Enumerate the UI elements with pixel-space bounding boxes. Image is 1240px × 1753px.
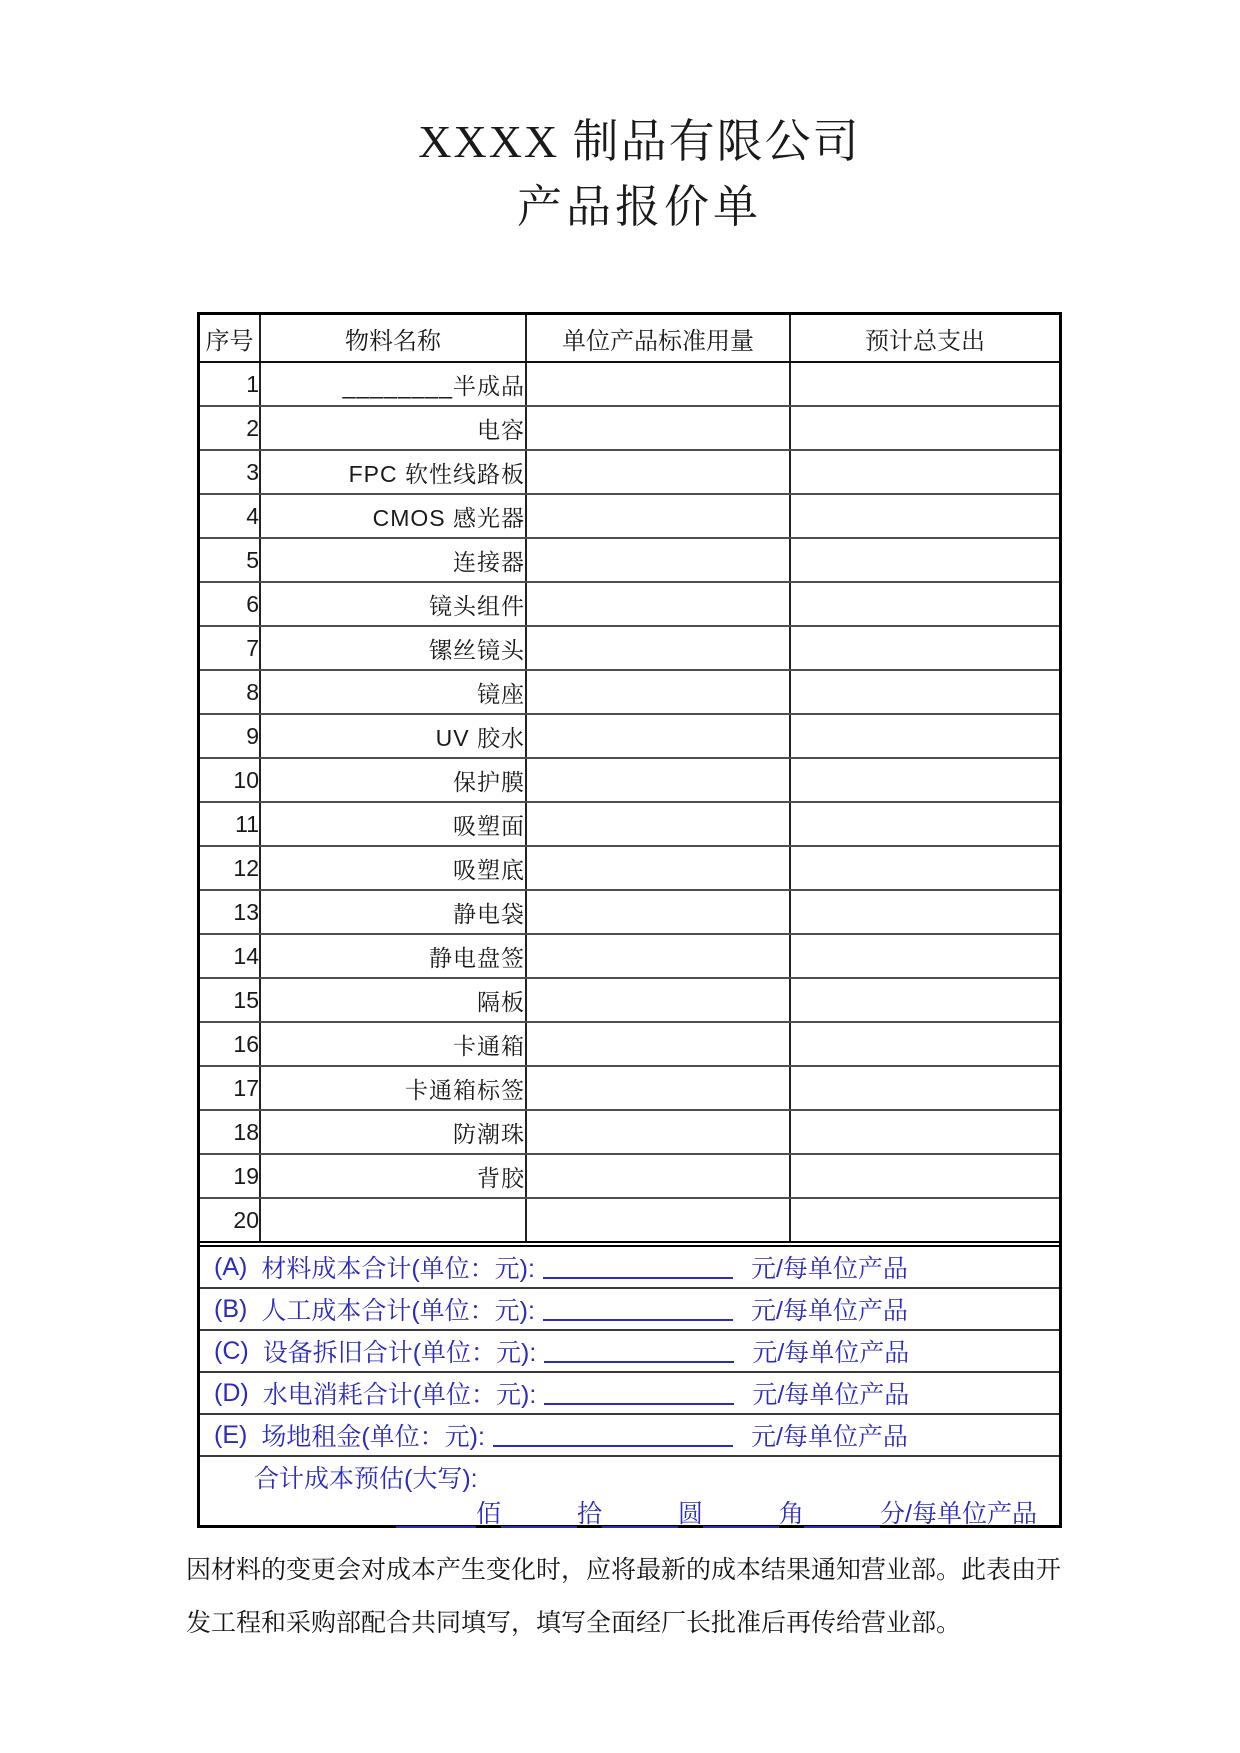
unit-yuan: 圆 [678,1500,704,1528]
material-name: 吸塑面 [260,802,526,846]
expense-cell [790,1198,1059,1241]
footer-note-line2: 发工程和采购部配合共同填写，填写全面经厂长批准后再传给营业部。 [186,1609,962,1637]
amount-in-words-line [200,1500,1059,1528]
material-name: FPC 软性线路板 [260,450,526,494]
column-header-expense: 预计总支出 [790,315,1059,362]
expense-cell [790,1066,1059,1110]
row-no: 3 [200,450,260,494]
summary-row-suffix: 元/每单位产品 [750,1423,908,1451]
expense-cell [790,934,1059,978]
material-name: 镜头组件 [260,582,526,626]
fill-in-blank [804,1502,880,1528]
usage-cell [526,494,790,538]
summary-row-label: 场地租金(单位：元): [261,1423,485,1451]
row-no: 2 [200,406,260,450]
table-row [200,582,1059,626]
table-row [200,1110,1059,1154]
usage-cell [526,670,790,714]
table-row [200,846,1059,890]
usage-cell [526,626,790,670]
table-row [200,1022,1059,1066]
total-cost-label: 合计成本预估(大写): [254,1465,478,1493]
expense-cell [790,362,1059,406]
expense-cell [790,890,1059,934]
materials-table [200,315,1059,1241]
row-no: 16 [200,1022,260,1066]
company-title: XXXX 制品有限公司 [418,116,861,167]
fill-in-blank [501,1502,577,1528]
expense-cell [790,846,1059,890]
material-name: 静电袋 [260,890,526,934]
fill-in-blank [544,1381,734,1405]
table-row [200,758,1059,802]
usage-cell [526,890,790,934]
usage-cell [526,538,790,582]
usage-cell [526,978,790,1022]
usage-cell [526,714,790,758]
expense-cell [790,538,1059,582]
expense-cell [790,1022,1059,1066]
summary-row-id: (A) [214,1252,248,1281]
row-no: 19 [200,1154,260,1198]
expense-cell [790,714,1059,758]
expense-cell [790,802,1059,846]
row-no: 9 [200,714,260,758]
summary-row-depreciation [200,1331,1059,1373]
fill-in-blank [543,1297,733,1321]
table-row [200,890,1059,934]
table-row [200,670,1059,714]
summary-row-utilities [200,1373,1059,1415]
unit-tens: 拾 [577,1500,603,1528]
row-no: 7 [200,626,260,670]
expense-cell [790,670,1059,714]
row-no: 12 [200,846,260,890]
summary-row-id: (B) [214,1294,248,1323]
expense-cell [790,406,1059,450]
row-no: 10 [200,758,260,802]
unit-hundreds: 佰 [475,1500,501,1528]
fill-in-blank [703,1502,779,1528]
usage-cell [526,934,790,978]
material-name: 连接器 [260,538,526,582]
summary-row-suffix: 元/每单位产品 [750,1297,908,1325]
material-name: 保护膜 [260,758,526,802]
summary-row-id: (D) [214,1378,249,1407]
summary-row-label: 水电消耗合计(单位：元): [262,1381,537,1409]
footer-note [186,1544,1072,1650]
row-no: 14 [200,934,260,978]
usage-cell [526,1154,790,1198]
form-title: 产品报价单 [516,181,762,232]
summary-row-id: (C) [214,1336,249,1365]
summary-row-suffix: 元/每单位产品 [752,1339,910,1367]
table-row [200,802,1059,846]
column-header-usage: 单位产品标准用量 [526,315,790,362]
summary-row-suffix: 元/每单位产品 [750,1255,908,1283]
summary-row-id: (E) [214,1420,248,1449]
usage-cell [526,802,790,846]
summary-row-material-cost [200,1247,1059,1289]
table-row [200,406,1059,450]
material-name: ________半成品 [260,362,526,406]
row-no: 18 [200,1110,260,1154]
material-name: 卡通箱标签 [260,1066,526,1110]
material-name: 卡通箱 [260,1022,526,1066]
material-name: 镜座 [260,670,526,714]
row-no: 13 [200,890,260,934]
unit-fen-per-product: 分/每单位产品 [880,1500,1037,1528]
table-row [200,626,1059,670]
usage-cell [526,406,790,450]
row-no: 1 [200,362,260,406]
table-row [200,1066,1059,1110]
usage-cell [526,450,790,494]
summary-row-labor-cost [200,1289,1059,1331]
table-row [200,714,1059,758]
usage-cell [526,758,790,802]
expense-cell [790,1154,1059,1198]
material-name: 镙丝镜头 [260,626,526,670]
material-name: UV 胶水 [260,714,526,758]
expense-cell [790,450,1059,494]
usage-cell [526,582,790,626]
summary-row-rent [200,1415,1059,1457]
fill-in-blank [544,1339,734,1363]
row-no: 15 [200,978,260,1022]
quotation-table [197,312,1062,1528]
table-row [200,1154,1059,1198]
table-row [200,450,1059,494]
table-row [200,934,1059,978]
material-name: 电容 [260,406,526,450]
expense-cell [790,582,1059,626]
document-header [197,112,1082,236]
table-row [200,538,1059,582]
expense-cell [790,978,1059,1022]
usage-cell [526,362,790,406]
expense-cell [790,626,1059,670]
usage-cell [526,846,790,890]
table-row [200,1198,1059,1241]
column-header-material: 物料名称 [260,315,526,362]
expense-cell [790,758,1059,802]
summary-row-label: 材料成本合计(单位：元): [261,1255,535,1283]
summary-row-label: 设备拆旧合计(单位：元): [262,1339,537,1367]
row-no: 6 [200,582,260,626]
row-no: 11 [200,802,260,846]
footer-note-line1: 因材料的变更会对成本产生变化时，应将最新的成本结果通知营业部。此表由开 [186,1556,1062,1584]
fill-in-blank [396,1502,476,1528]
material-name: 防潮珠 [260,1110,526,1154]
fill-in-blank [543,1255,733,1279]
material-name: CMOS 感光器 [260,494,526,538]
expense-cell [790,1110,1059,1154]
row-no: 8 [200,670,260,714]
cost-summary-section [200,1241,1059,1528]
row-no: 17 [200,1066,260,1110]
usage-cell [526,1198,790,1241]
usage-cell [526,1022,790,1066]
row-no: 20 [200,1198,260,1241]
row-no: 4 [200,494,260,538]
fill-in-blank [602,1502,678,1528]
row-no: 5 [200,538,260,582]
material-name: 吸塑底 [260,846,526,890]
expense-cell [790,494,1059,538]
summary-row-label: 人工成本合计(单位：元): [261,1297,535,1325]
material-name [260,1198,526,1241]
summary-row-suffix: 元/每单位产品 [752,1381,910,1409]
column-header-no: 序号 [200,315,260,362]
material-name: 隔板 [260,978,526,1022]
total-cost-row [200,1457,1059,1528]
material-name: 背胶 [260,1154,526,1198]
unit-jiao: 角 [779,1500,805,1528]
table-row [200,978,1059,1022]
table-header-row [200,315,1059,362]
fill-in-blank [493,1423,733,1447]
usage-cell [526,1110,790,1154]
material-name: 静电盘签 [260,934,526,978]
table-row [200,362,1059,406]
usage-cell [526,1066,790,1110]
table-row [200,494,1059,538]
